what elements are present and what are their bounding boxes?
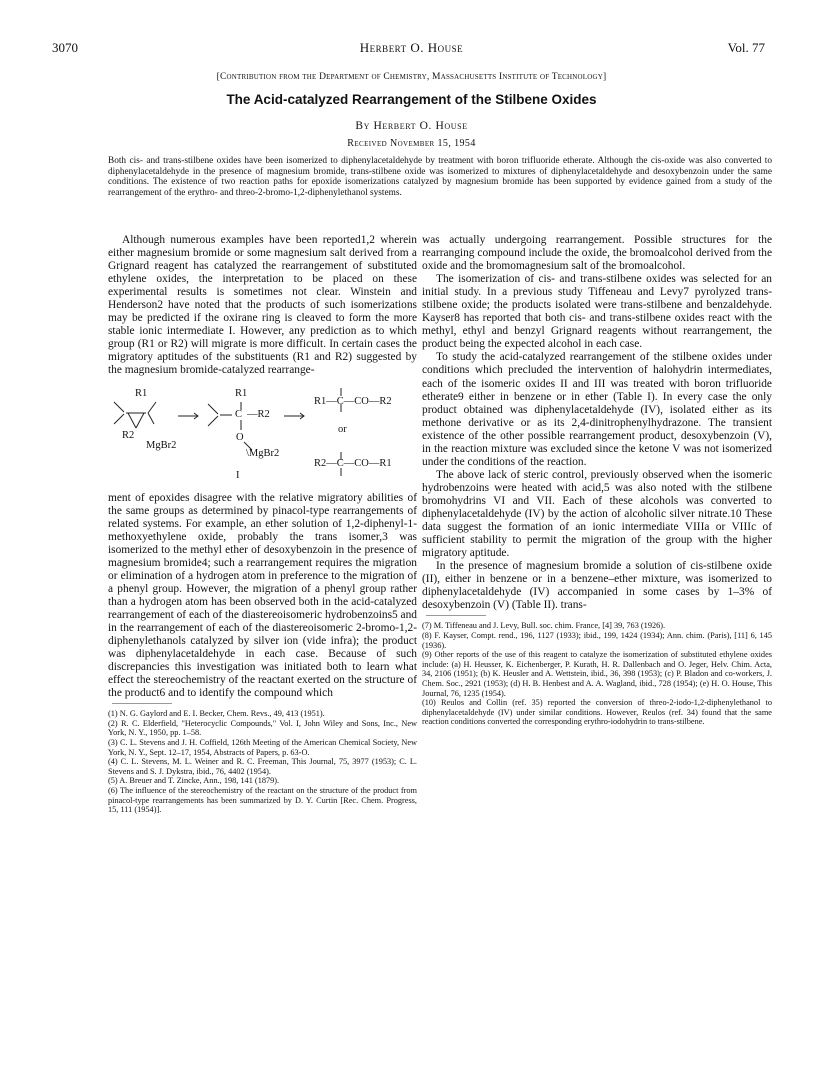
scheme-or: or	[338, 423, 347, 435]
scheme-label-mgbr2-intermediate: \MgBr2	[246, 447, 280, 459]
scheme-label-r1: R1	[135, 387, 148, 399]
received-date: Received November 15, 1954	[347, 138, 476, 149]
body-paragraph: was actually undergoing rearrangement. Possible structures for the rearranging compound include the oxide, the bromoalcohol derived from the oxide and the bromomagnesium salt of the bromoalcohol.	[422, 234, 772, 273]
footnote: (3) C. L. Stevens and J. H. Coffield, 126th Meeting of the American Chemical Society, New York, N. Y., Sept. 12–17, 1954, Abstracts of Papers, p. 63-O.	[108, 738, 417, 757]
abstract: Both cis- and trans-stilbene oxides have been isomerized to diphenylacetaldehyde by treatment with boron trifluoride etherate. Although the cis-oxide was also converted to diphenylacetaldehyde in the presence of magnesium bromide, trans-stilbene oxide was isomerized to mixtures of diphenylacetaldehyde and desoxybenzoin under the same conditions. The existence of two reaction paths for epoxide isomerizations catalyzed by magnesium bromide has been supported by evidence gained from a study of the rearrangement of the erythro- and threo-2-bromo-1,2-diphenylethanol systems.	[108, 156, 772, 198]
page-number: 3070	[52, 40, 78, 55]
footnote-rule	[112, 703, 172, 705]
scheme-product-2: R2—C—CO—R1	[314, 457, 392, 469]
scheme-label-r1-intermediate: R1	[235, 387, 248, 399]
body-paragraph: To study the acid-catalyzed rearrangement of the stilbene oxides under conditions which precluded the intervention of halohydrin intermediates, each of the isomeric oxides II and III was treated with boron trifluoride etherate9 either in benzene or in ether (Table I). In every case the only product obtained was diphenylacetaldehyde (IV), isolated either as its methone derivative or as its 2,4-dinitrophenylhydrazone. The transient existence of the other possible rearrangement product, desoxybenzoin (V), in the reaction mixture was excluded since the ketone V was not isomerized under the conditions of the reaction.	[422, 351, 772, 468]
running-head-author: Herbert O. House	[359, 40, 464, 55]
footnote: (10) Reulos and Collin (ref. 35) reported the conversion of threo-2-iodo-1,2-diphenylethanol to diphenylacetaldehyde (IV) under similar conditions. However, Reulos (ref. 34) found that the same reaction conditions converted the corresponding erythro-iodohydrin to trans-stilbene.	[422, 698, 772, 727]
body-paragraph: The above lack of steric control, previously observed when the isomeric hydrobenzoins were heated with acid,5 was also noted with the stilbene bromohydrins VI and VII. Each of these alcohols was converted to diphenylacetaldehyde (IV) by the action of alcoholic silver nitrate.10 These data suggest the formation of an ionic intermediate VIIIa or VIIIc of sufficient stability to permit the migration of the group with the higher migratory aptitude.	[422, 468, 772, 560]
footnote: (7) M. Tiffeneau and J. Levy, Bull. soc. chim. France, [4] 39, 763 (1926).	[422, 621, 666, 631]
body-paragraph: ment of epoxides disagree with the relative migratory abilities of the same groups as determined by pinacol-type rearrangements of related systems. For example, an ether solution of 1,2-diphenyl-1-methoxyethylene oxide, probably the trans isomer,3 was isomerized to the methyl ether of desoxybenzoin in the presence of magnesium bromide4; such a rearrangement requires the migration or elimination of a hydrogen atom in preference to the migration of a phenyl group. However, the migration of a phenyl group rather than a hydrogen atom has been observed both in the acid-catalyzed rearrangement of each of the diastereoisomeric hydrobenzoins5 and in the rearrangement of each of the diastereoisomeric 2-bromo-1,2-diphenylethanols catalyzed by silver ion (vide infra); the product was diphenylacetaldehyde in each case. Because of such discrepancies this investigation was initiated both to learn what effect the stereochemistry of the reactant exerted on the structure of the product6 and to identify the compound which	[108, 491, 417, 700]
scheme-carbon: C	[235, 408, 243, 420]
body-paragraph: In the presence of magnesium bromide a solution of cis-stilbene oxide (II), either in benzene or in a benzene–ether mixture, was isomerized to diphenylacetaldehyde (IV) accompanied in some cases by 1–3% of desoxybenzoin (V) (Table II). trans-	[422, 560, 772, 612]
intermediate-label: I	[236, 469, 240, 481]
left-column	[108, 234, 417, 815]
article-title: The Acid-catalyzed Rearrangement of the Stilbene Oxides	[226, 92, 597, 107]
reaction-scheme	[108, 384, 417, 488]
author-line: By Herbert O. House	[355, 120, 468, 132]
scheme-oxygen-label: O	[236, 431, 244, 443]
scheme-label-mgbr2: MgBr2	[146, 439, 177, 451]
footnote: (5) A. Breuer and T. Zincke, Ann., 198, 141 (1879).	[108, 776, 280, 786]
footnote: (6) The influence of the stereochemistry of the reactant on the structure of the product from pinacol-type rearrangements has been summarized by D. Y. Curtin [Rec. Chem. Progress, 15, 111 (1954)].	[108, 786, 417, 815]
right-column	[422, 234, 772, 727]
scheme-product-1: R1—C—CO—R2	[314, 395, 392, 407]
footnote: (2) R. C. Elderfield, "Heterocyclic Compounds," Vol. I, John Wiley and Sons, Inc., New York, N. Y., 1950, pp. 1–58.	[108, 718, 417, 738]
footnote-rule	[426, 615, 486, 617]
footnote: (1) N. G. Gaylord and E. I. Becker, Chem. Revs., 49, 413 (1951).	[108, 709, 325, 719]
scheme-label-r2-intermediate: —R2	[247, 408, 270, 420]
footnote: (8) F. Kayser, Compt. rend., 196, 1127 (1933); ibid., 199, 1424 (1934); Ann. chim. (Paris), [11] 6, 145 (1936).	[422, 630, 772, 650]
contribution-line: [Contribution from the Department of Chemistry, Massachusetts Institute of Technology]	[216, 72, 607, 82]
footnote: (4) C. L. Stevens, M. L. Weiner and R. C. Freeman, This Journal, 75, 3977 (1953); C. L. Stevens and S. J. Dykstra, ibid., 76, 4402 (1954).	[108, 757, 417, 776]
volume-number: Vol. 77	[727, 40, 765, 55]
body-paragraph: Although numerous examples have been reported1,2 wherein either magnesium bromide or some magnesium salt derived from a Grignard reagent has catalyzed the rearrangement of substituted ethylene oxides, the interpretation to be placed on these experimental results is sometimes not clear. Winstein and Henderson2 have noted that the products of such isomerizations may be predicted if the oxirane ring is cleaved to form the more stable ionic intermediate I. However, any prediction as to which group (R1 or R2) will migrate is more difficult. In certain cases the migratory aptitudes of the substituents (R1 and R2) suggested by the magnesium bromide-catalyzed rearrange-	[108, 234, 417, 377]
footnote: (9) Other reports of the use of this reagent to catalyze the isomerization of substituted ethylene oxides include: (a) H. Heusser, K. Eichenberger, P. Kurath, H. R. Dallenbach and O. Jeger, Helv. Chim. Acta, 34, 2106 (1951); (b) K. Heusler and A. Wettstein, ibid., 36, 398 (1953); (c) P. Bladon and co-workers, J. Chem. Soc., 2921 (1953); (d) H. B. Henbest and A. A. Wagland, ibid., 728 (1954); (e) H. O. House, This Journal, 76, 1235 (1954).	[422, 650, 772, 698]
body-paragraph: The isomerization of cis- and trans-stilbene oxides was selected for an initial study. In a previous study Tiffeneau and Levy7 pyrolyzed trans-stilbene oxide; the products isolated were trans-stilbene and benzaldehyde. Kayser8 has reported that both cis- and trans-stilbene oxides react with the methyl, ethyl and benzyl Grignard reagents without rearrangement, the product being the expected alcohol in each case.	[422, 273, 772, 351]
scheme-label-r2: R2	[122, 429, 135, 441]
